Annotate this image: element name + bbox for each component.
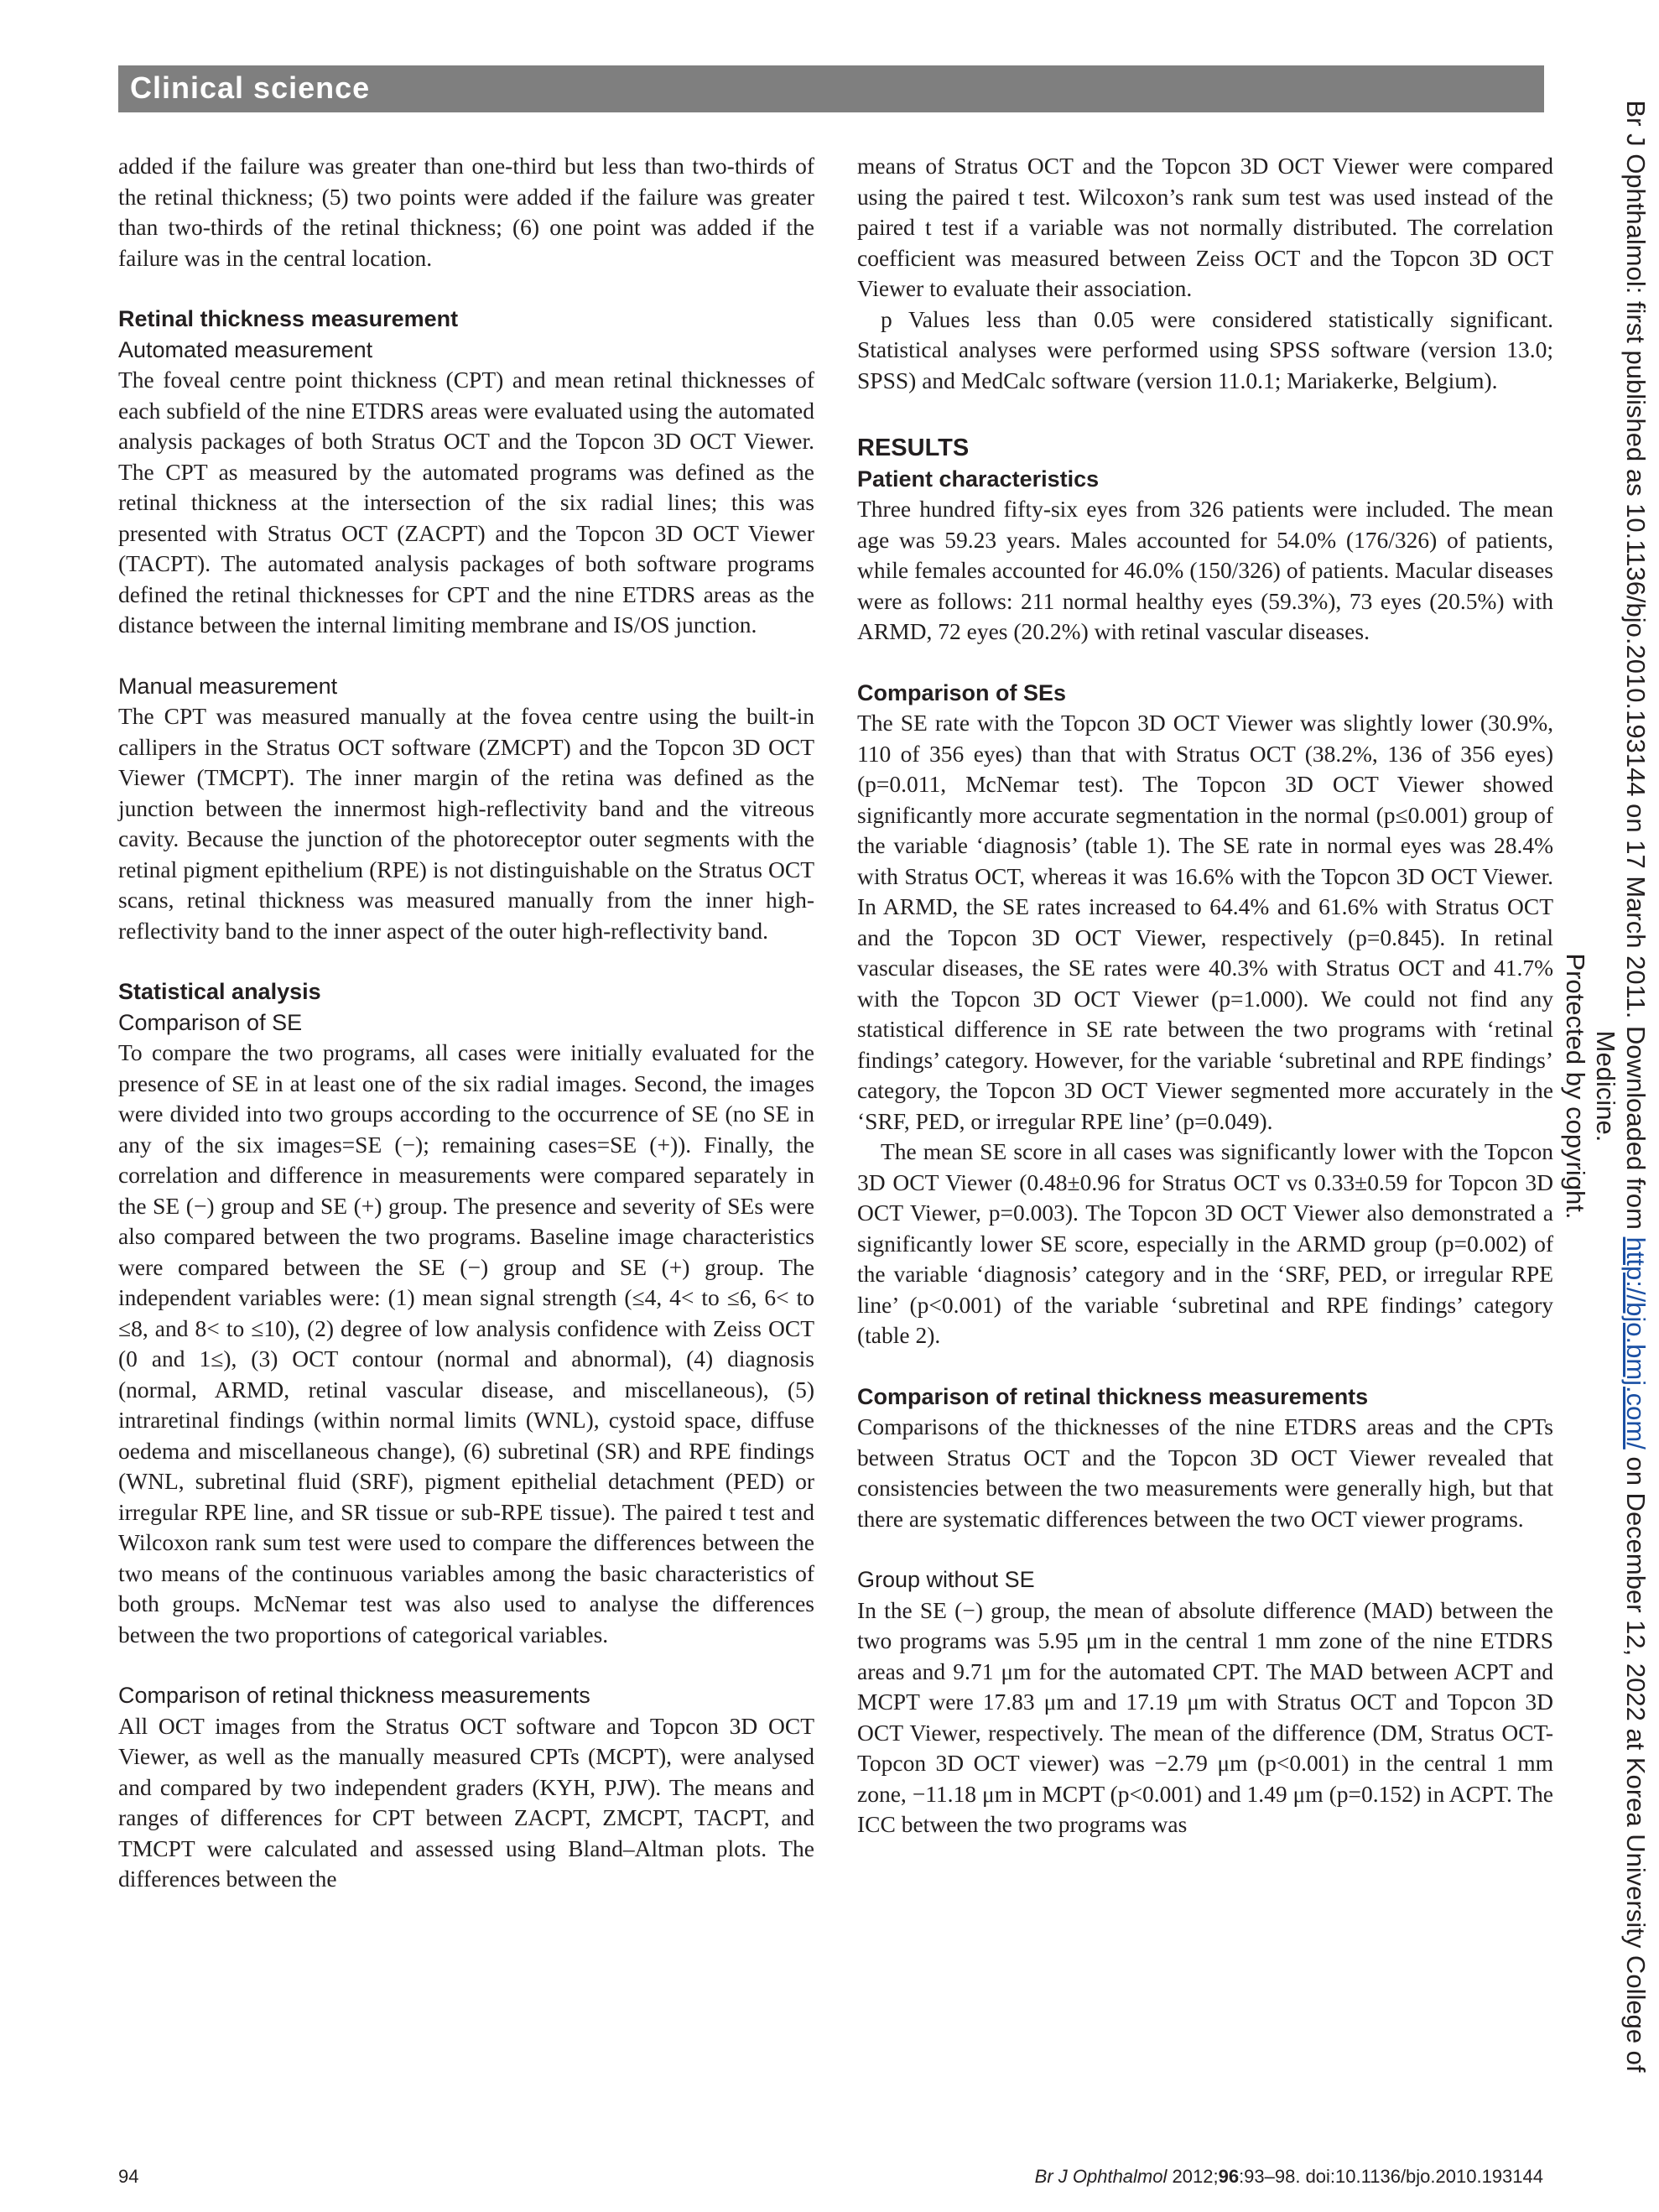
sidebar-text-after-link: on December 12, 2022 at Korea University College of Medicine.	[1591, 1030, 1651, 2073]
comparison-se-paragraph: To compare the two programs, all cases were initially evaluated for the presence of SE in at least one of the six radial images. Second, the images were divided into two groups according to the occurrence of SE (no SE in any of the six images=SE (−); remaining cases=SE (+)). Finally, the correlation and difference in measurements were compared separately in the SE (−) group and SE (+) group. The presence and severity of SEs were also compared between the two programs. Baseline image characteristics were compared between the SE (−) group and SE (+) group. The independent variables were: (1) mean signal strength (≤4, 4< to ≤6, 6< to ≤8, and 8< to ≤10), (2) degree of low analysis confidence with Zeiss OCT (0 and 1≤), (3) OCT contour (normal and abnormal), (4) diagnosis (normal, ARMD, retinal vascular disease, and miscellaneous), (5) intraretinal findings (within normal limits (WNL), cystoid space, diffuse oedema and miscellaneous change), (6) subretinal (SR) and RPE findings (WNL, subretinal fluid (SRF), pigment epithelial detachment (PED) or irregular RPE line, and SR tissue or sub-RPE tissue). The paired t test and Wilcoxon rank sum test were used to compare the differences between the two means of the continuous variables among the basic characteristics of both groups. McNemar test was also used to analyse the differences between the two proportions of categorical variables.	[118, 1039, 814, 1647]
page-number: 94	[118, 2166, 139, 2187]
patient-paragraph: Three hundred fifty-six eyes from 326 patients were included. The mean age was 59.23 years. Males accounted for 54.0% (176/326) of patients, while females accounted for 46.0% (150/326) of patients. Macular diseases were as follows: 211 normal healthy eyes (59.3%), 73 eyes (20.5%) with ARMD, 72 eyes (20.2%) with retinal vascular diseases.	[857, 496, 1553, 644]
heading-retinal-thickness: Retinal thickness measurement	[118, 306, 459, 331]
automated-paragraph: The foveal centre point thickness (CPT) and mean retinal thicknesses of each subfield of the nine ETDRS areas were evaluated using the automated analysis packages of both Stratus OCT and the Topcon 3D OCT Viewer. The CPT as measured by the automated programs was defined as the retinal thickness at the intersection of the six radial lines; this was presented with Stratus OCT (ZACPT) and the Topcon 3D OCT Viewer (TACPT). The automated analysis packages of both software programs defined the retinal thicknesses for CPT and the nine ETDRS areas as the distance between the internal limiting membrane and IS/OS junction.	[118, 367, 814, 638]
ses-paragraph-2: The mean SE score in all cases was significantly lower with the Topcon 3D OCT Viewer (0.48±0.96 for Stratus OCT vs 0.33±0.59 for Topcon 3D OCT Viewer, p=0.003). The Topcon 3D OCT Viewer also demonstrated a significantly lower SE score, especially in the ARMD group (p=0.002) of the variable ‘diagnosis’ category and in the ‘SRF, PED, or irregular RPE line’ (p<0.001) of the variable ‘subretinal and RPE findings’ category (table 2).	[857, 1138, 1553, 1348]
intro-paragraph: added if the failure was greater than one-third but less than two-thirds of the retinal thickness; (5) two points were added if the failure was greater than two-thirds of the retinal thickness; (6) one point was added if the failure was in the central location.	[118, 153, 814, 271]
subheading-automated: Automated measurement	[118, 336, 373, 362]
footer-year: 2012;	[1172, 2166, 1219, 2187]
sidebar-line-1	[1590, 59, 1651, 2114]
manual-paragraph: The CPT was measured manually at the fovea centre using the built-in callipers in the Stratus OCT software (ZMCPT) and the Topcon 3D OCT Viewer (TMCPT). The inner margin of the retina was defined as the junction between the innermost high-reflectivity band and the vitreous cavity. Because the junction of the photoreceptor outer segments with the retinal pigment epithelium (RPE) is not distinguishable on the Stratus OCT scans, retinal thickness was measured manually from the inner high-reflectivity band to the inner aspect of the outer high-reflectivity band.	[118, 703, 814, 944]
footer-citation	[1035, 2166, 1543, 2188]
subheading-manual: Manual measurement	[118, 673, 338, 699]
heading-statistical-analysis: Statistical analysis	[118, 979, 321, 1004]
heading-comparison-rtm: Comparison of retinal thickness measurements	[857, 1383, 1369, 1409]
group-without-se-paragraph: In the SE (−) group, the mean of absolute difference (MAD) between the two programs was 5.95 μm in the central 1 mm zone of the nine ETDRS areas and 9.71 μm for the automated CPT. The MAD between ACPT and MCPT were 17.83 μm and 17.19 μm with Stratus OCT and Topcon 3D OCT Viewer, respectively. The mean of the difference (DM, Stratus OCT-Topcon 3D OCT viewer) was −2.79 μm (p<0.001) in the central 1 mm zone, −11.18 μm in MCPT (p<0.001) and 1.49 μm (p=0.152) in ACPT. The ICC between the two programs was	[857, 1596, 1553, 1837]
copyright-sidebar	[1560, 59, 1651, 2114]
section-label: Clinical science	[130, 70, 371, 105]
comparison-rtm-results-paragraph: Comparisons of the thicknesses of the nine ETDRS areas and the CPTs between Stratus OCT and the Topcon 3D OCT Viewer revealed that consistencies between the two measurements were generally high, but that there are systematic differences between the two OCT viewer programs.	[857, 1413, 1553, 1532]
subheading-group-without-se: Group without SE	[857, 1567, 1035, 1592]
heading-results: RESULTS	[857, 435, 970, 461]
footer-pages-doi: :93–98. doi:10.1136/bjo.2010.193144	[1239, 2166, 1543, 2187]
subheading-comparison-rtm: Comparison of retinal thickness measurements	[118, 1683, 590, 1708]
comparison-rtm-paragraph: All OCT images from the Stratus OCT software and Topcon 3D OCT Viewer, as well as the manually measured CPTs (MCPT), were analysed and compared by two independent graders (KYH, PJW). The means and ranges of differences for CPT between ZACPT, ZMCPT, TACPT, and TMCPT were calculated and assessed using Bland–Altman plots. The differences between the	[118, 1712, 814, 1892]
sidebar-text-before-link: Br J Ophthalmol: first published as 10.1136/bjo.2010.193144 on 17 March 2011. Downloaded from	[1621, 100, 1651, 1237]
left-column	[118, 151, 814, 1895]
right-column	[857, 151, 1553, 1840]
sidebar-link[interactable]: http://bjo.bmj.com/	[1621, 1236, 1651, 1450]
section-banner	[118, 65, 1544, 112]
sidebar-line-2: Protected by copyright.	[1561, 953, 1590, 1220]
p-values-paragraph: p Values less than 0.05 were considered statistically significant. Statistical analyses were performed using SPSS software (version 13.0; SPSS) and MedCalc software (version 11.0.1; Mariakerke, Belgium).	[857, 305, 1553, 393]
heading-comparison-ses: Comparison of SEs	[857, 679, 1067, 705]
methods-continued-paragraph: means of Stratus OCT and the Topcon 3D OCT Viewer were compared using the paired t test. Wilcoxon’s rank sum test was used instead of the paired t test if a variable was not normally distributed. The correlation coefficient was measured between Zeiss OCT and the Topcon 3D OCT Viewer to evaluate their association.	[857, 153, 1553, 301]
subheading-comparison-se: Comparison of SE	[118, 1009, 303, 1035]
heading-patient-characteristics: Patient characteristics	[857, 466, 1100, 492]
footer-journal: Br J Ophthalmol	[1034, 2166, 1168, 2187]
footer-volume: 96	[1218, 2166, 1240, 2187]
ses-paragraph-1: The SE rate with the Topcon 3D OCT Viewer was slightly lower (30.9%, 110 of 356 eyes) than that with Stratus OCT (38.2%, 136 of 356 eyes) (p=0.011, McNemar test). The Topcon 3D OCT Viewer showed significantly more accurate segmentation in the normal (p≤0.001) group of the variable ‘diagnosis’ (table 1). The SE rate in normal eyes was 28.4% with Stratus OCT, whereas it was 16.6% with the Topcon 3D OCT Viewer. In ARMD, the SE rates increased to 64.4% and 61.6% with Stratus OCT and the Topcon 3D OCT Viewer, respectively (p=0.845). In retinal vascular diseases, the SE rates were 40.3% with Stratus OCT and 41.7% with the Topcon 3D OCT Viewer (p=1.000). We could not find any statistical difference in SE rate between the two programs with ‘retinal findings’ category. However, for the variable ‘subretinal and RPE findings’ category, the Topcon 3D OCT Viewer segmented more accurately in the ‘SRF, PED, or irregular RPE line’ (p=0.049).	[857, 710, 1553, 1134]
